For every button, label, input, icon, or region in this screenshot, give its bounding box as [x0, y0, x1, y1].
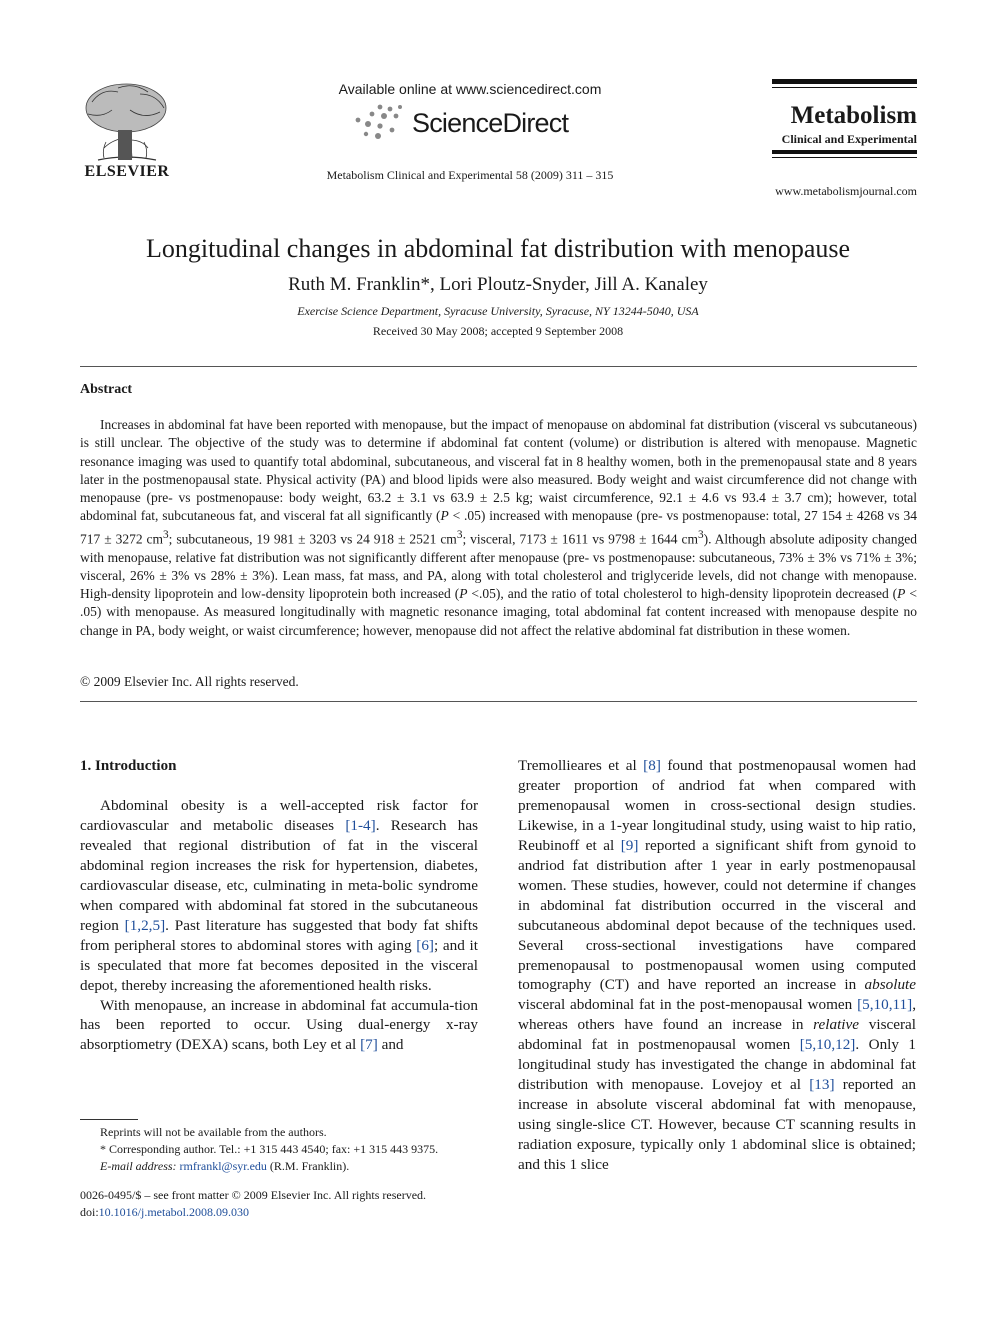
abstract-heading: Abstract: [80, 382, 133, 397]
reference-link[interactable]: [7]: [360, 1036, 378, 1054]
reference-link[interactable]: [5,10,11]: [857, 996, 913, 1014]
article-authors: Ruth M. Franklin*, Lori Ploutz-Snyder, Jill A. Kanaley: [288, 274, 708, 295]
front-matter-notice: 0026-0495/$ – see front matter © 2009 Elsevier Inc. All rights reserved.: [80, 1188, 427, 1202]
reference-link[interactable]: [1-4]: [345, 816, 376, 834]
journal-rule: [772, 79, 917, 84]
abstract-copyright: © 2009 Elsevier Inc. All rights reserved.: [80, 674, 299, 689]
journal-subtitle: Clinical and Experimental: [781, 132, 917, 146]
intro-paragraph-1: Abdominal obesity is a well-accepted risk factor for cardiovascular and metabolic diseases [1-4]. Research has revealed that regional distribution of fat in the visceral abdominal region increases the risk for hypertension, diabetes, cardiovascular disease, etc, culminating in meta-bolic syndrome when compared with abdominal fat stored in the subcutaneous region [1,2,5]. Past literature has suggested that body fat shifts from peripheral stores to abdominal stores with aging [6]; and it is speculated that more fat becomes deposited in the visceral depot, thereby increasing the aforementioned health risks.: [80, 797, 478, 994]
publisher-name: ELSEVIER: [84, 163, 170, 180]
journal-rule: [772, 150, 917, 154]
footnote-email: E-mail address: rmfrankl@syr.edu (R.M. Franklin).: [100, 1159, 350, 1173]
abstract-top-rule: [80, 366, 917, 367]
journal-name: Metabolism: [790, 102, 917, 129]
reference-link[interactable]: [1,2,5]: [124, 916, 166, 934]
footnote-reprints: Reprints will not be available from the authors.: [100, 1125, 327, 1139]
body-column-right: [518, 756, 916, 1175]
footnote-corresponding-author: * Corresponding author. Tel.: +1 315 443 4540; fax: +1 315 443 9375.: [100, 1142, 439, 1156]
email-link[interactable]: rmfrankl@syr.edu: [179, 1159, 267, 1173]
journal-citation: Metabolism Clinical and Experimental 58 (2009) 311 – 315: [326, 168, 614, 182]
reference-link[interactable]: [9]: [620, 836, 639, 854]
journal-rule: [772, 87, 917, 88]
author-affiliation: Exercise Science Department, Syracuse University, Syracuse, NY 13244-5040, USA: [297, 304, 699, 318]
article-title: Longitudinal changes in abdominal fat distribution with menopause: [145, 234, 851, 263]
abstract-text: Increases in abdominal fat have been reported with menopause, but the impact of menopause on abdominal fat distribution (visceral vs subcutaneous) is still unclear. The objective of the study was to determine if abdominal fat content (volume) or distribution is altered with menopause. Magnetic resonance imaging was used to quantify total abdominal, subcutaneous, and visceral fat in 8 healthy women, both in the premenopausal state and 8 years later in the postmenopausal state. Physical activity (PA) and blood lipids were also measured. Body weight and waist circumference did not change with menopause (pre- vs postmenopause: body weight, 63.2 ± 3.1 vs 63.9 ± 2.5 kg; waist circumference, 92.1 ± 4.6 vs 93.4 ± 3.7 cm); however, total abdominal fat, subcutaneous fat, and visceral fat all significantly (P < .05) increased with menopause (pre- vs postmenopause: total, 27 154 ± 4268 vs 34 717 ± 3272 $cm^3$; subcutaneous, 19 981 ± 3203 vs 24 918 ± 2521 $cm^3$; visceral, 7173 ± 1611 vs 9798 ± 1644 $cm^3$). Although absolute adiposity changed with menopause, relative fat distribution was not significantly different after menopause (pre- vs postmenopause: subcutaneous, 73% ± 3% vs 71% ± 3%; visceral, 26% ± 3% vs 28% ± 3%). Lean mass, fat mass, and PA, along with total cholesterol and triglyceride levels, did not change with menopause. High-density lipoprotein and low-density lipoprotein both increased (P <.05), and the ratio of total cholesterol to high-density lipoprotein decreased (P < .05) with menopause. As measured longitudinally with magnetic resonance imaging, total abdominal fat content increased with menopause despite no change in PA, body weight, or waist circumference; however, menopause did not affect the relative abdominal fat distribution in these women.: [80, 417, 917, 638]
reference-link[interactable]: [13]: [809, 1076, 835, 1094]
intro-paragraph-2-continued: Tremollieares et al [8] found that postmenopausal women had greater proportion of andriod fat when compared with premenopausal women in cross-sectional design studies. Likewise, in a 1-year longitudinal study, using waist to hip ratio, Reubinoff et al [9] reported a significant shift from gynoid to andriod fat distribution after 1 year in early postmenopausal women. These studies, however, could not determine if changes in abdominal fat distribution occurred in the visceral and subcutaneous abdominal depot because of the techniques used. Several cross-sectional investigations have compared premenopausal to postmenopausal women using computed tomography (CT) and have reported an increase in absolute visceral abdominal fat in the post-menopausal women [5,10,11], whereas others have found an increase in relative visceral abdominal fat in postmenopausal women [5,10,12]. Only 1 longitudinal study has investigated the change in abdominal fat distribution with menopause. Lovejoy et al [13] reported an increase in absolute visceral abdominal fat with menopause, using single-slice CT. However, because CT scanning results in radiation exposure, typically only 1 abdominal slice is obtained; and this 1 slice: [518, 757, 917, 1174]
received-dates: Received 30 May 2008; accepted 9 September 2008: [372, 324, 624, 338]
reference-link[interactable]: [8]: [643, 757, 661, 774]
section-heading-introduction: 1. Introduction: [80, 758, 177, 774]
reference-link[interactable]: [5,10,12]: [799, 1036, 856, 1054]
reference-link[interactable]: [6]: [416, 936, 434, 954]
journal-rule: [772, 157, 917, 158]
footnote-rule: [80, 1119, 138, 1120]
journal-url[interactable]: www.metabolismjournal.com: [775, 184, 917, 198]
body-column-left: [80, 796, 478, 1055]
doi-link[interactable]: 10.1016/j.metabol.2008.09.030: [98, 1205, 249, 1219]
doi-line: doi:10.1016/j.metabol.2008.09.030: [80, 1205, 249, 1219]
intro-paragraph-2: With menopause, an increase in abdominal fat accumula-tion has been reported to occur. Using dual-energy x-ray absorptiometry (DEXA) scans, both Ley et al [7] and: [80, 996, 478, 1054]
available-online-text[interactable]: Available online at www.sciencedirect.com: [338, 81, 602, 97]
abstract-bottom-rule: [80, 701, 917, 702]
sciencedirect-logo: ScienceDirect: [412, 108, 569, 138]
